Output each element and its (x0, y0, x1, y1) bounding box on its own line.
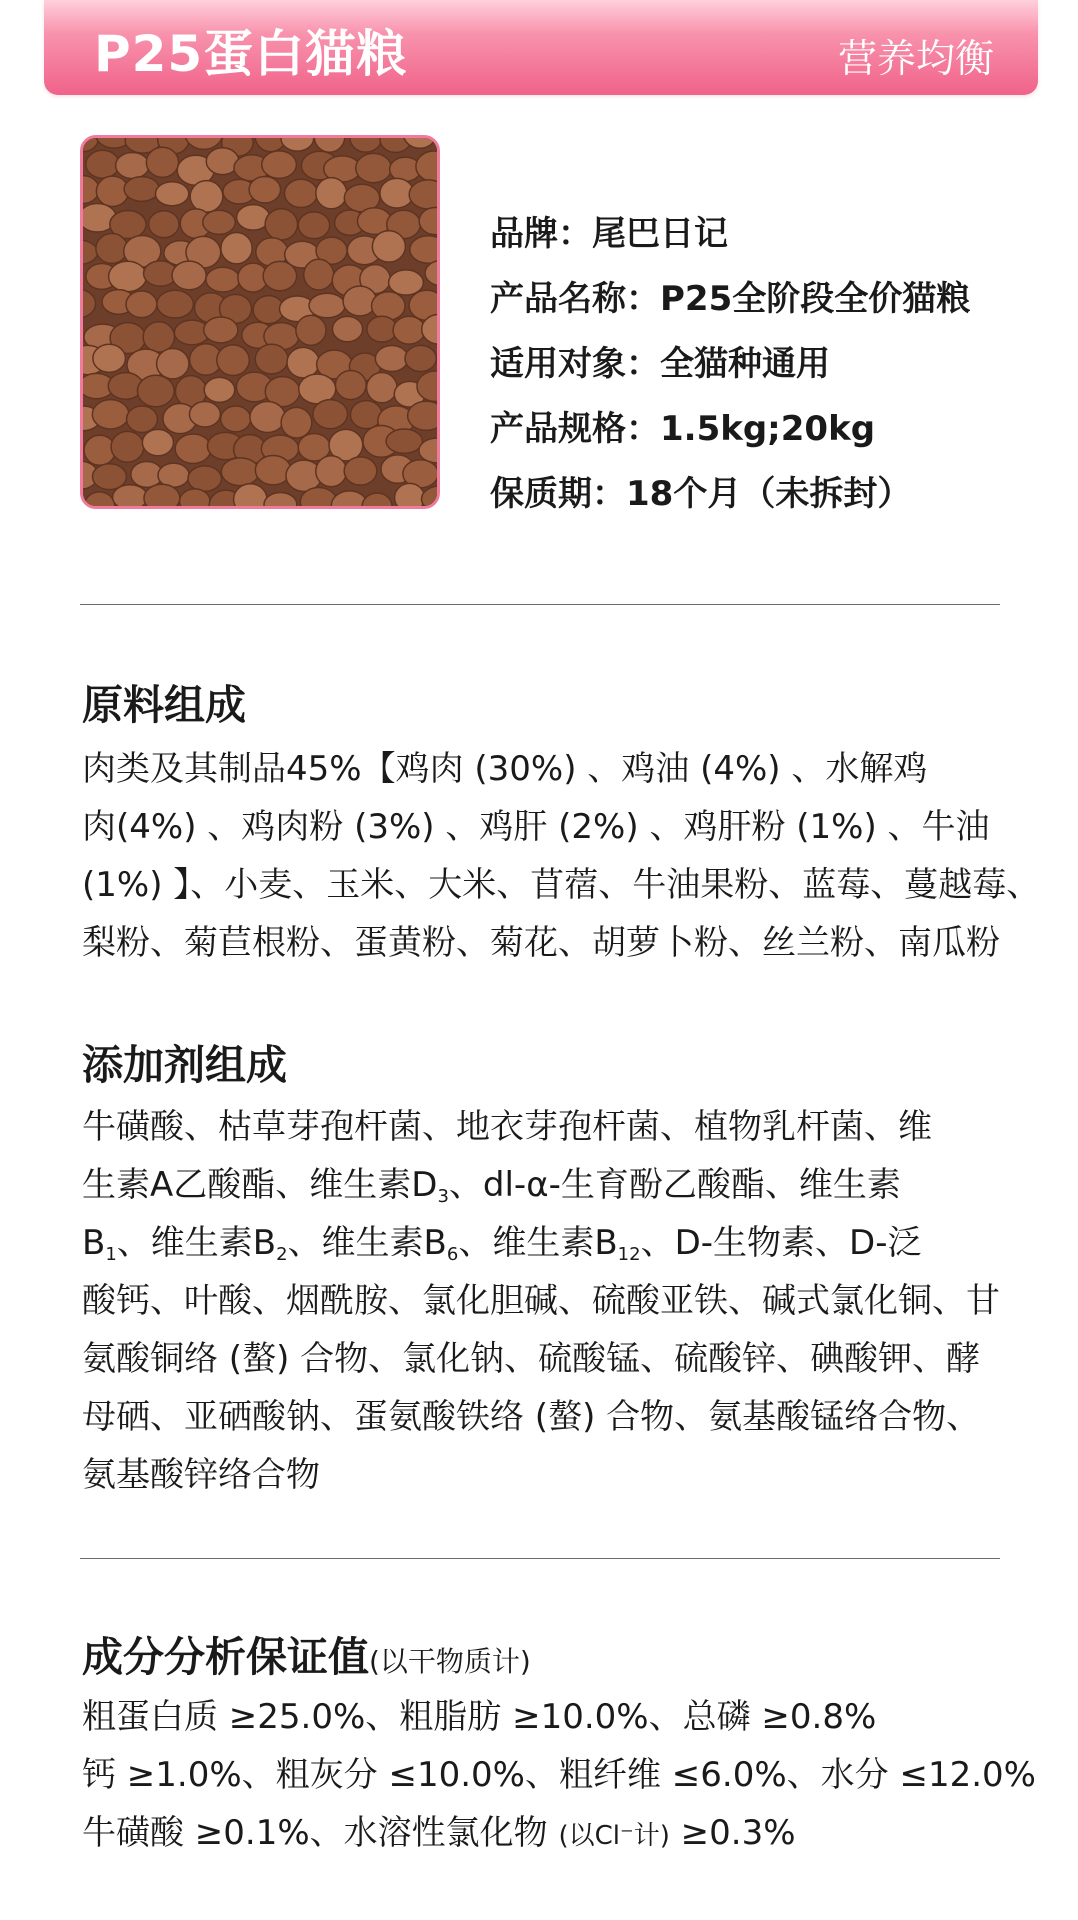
additives-line: 酸钙、叶酸、烟酰胺、氯化胆碱、硫酸亚铁、碱式氯化铜、甘 (82, 1281, 1000, 1321)
additives-line: 母硒、亚硒酸钠、蛋氨酸铁络 (螯) 合物、氨基酸锰络合物、 (82, 1397, 981, 1437)
additives-text (82, 1098, 1022, 1504)
additives-line: $B_1$、维生素$B_2$、维生素$B_6$、维生素$B_{12}$、D-生物素、D-泛 (82, 1223, 922, 1265)
analysis-line: 粗蛋白质 ≥25.0%、粗脂肪 ≥10.0%、总磷 ≥0.8% (82, 1697, 877, 1737)
spec-size: 产品规格：1.5kg;20kg (490, 409, 876, 449)
ingredients-line: 梨粉、菊苣根粉、蛋黄粉、菊花、胡萝卜粉、丝兰粉、南瓜粉 (82, 923, 1000, 963)
page-title: P25蛋白猫粮 (94, 25, 408, 83)
analysis-line: 钙 ≥1.0%、粗灰分 ≤10.0%、粗纤维 ≤6.0%、水分 ≤12.0% (82, 1755, 1036, 1795)
product-specs (490, 202, 970, 527)
divider-top (80, 604, 1000, 605)
spec-shelf-life: 保质期：18个月（未拆封） (490, 474, 912, 514)
analysis-text (82, 1688, 1036, 1862)
analysis-line: 牛磺酸 ≥0.1%、水溶性氯化物 (以Cl⁻计) ≥0.3% (82, 1813, 796, 1853)
banner-tagline: 营养均衡 (837, 37, 994, 82)
ingredients-line: 肉类及其制品45%【鸡肉 (30%) 、鸡油 (4%) 、水解鸡 (82, 749, 928, 789)
ingredients-title: 原料组成 (82, 681, 246, 729)
ingredients-line: (1%) 】、小麦、玉米、大米、苜蓿、牛油果粉、蓝莓、蔓越莓、 (82, 865, 1041, 905)
ingredients-line: 肉(4%) 、鸡肉粉 (3%) 、鸡肝 (2%) 、鸡肝粉 (1%) 、牛油 (82, 807, 990, 847)
additives-line: 氨基酸锌络合物 (82, 1455, 320, 1495)
additives-line: 生素A乙酸酯、维生素$D_3$、dl-α-生育酚乙酸酯、维生素 (82, 1165, 901, 1207)
ingredients-text (82, 740, 1041, 972)
additives-line: 氨酸铜络 (螯) 合物、氯化钠、硫酸锰、硫酸锌、碘酸钾、酵 (82, 1339, 981, 1379)
spec-product-name: 产品名称：P25全阶段全价猫粮 (490, 279, 971, 319)
divider-bottom (80, 1558, 1000, 1559)
additives-title: 添加剂组成 (82, 1041, 287, 1089)
additives-line: 牛磺酸、枯草芽孢杆菌、地衣芽孢杆菌、植物乳杆菌、维 (82, 1107, 932, 1147)
spec-brand: 品牌：尾巴日记 (490, 214, 728, 254)
analysis-title: 成分分析保证值(以干物质计) (82, 1633, 531, 1681)
spec-target: 适用对象：全猫种通用 (490, 344, 830, 384)
kibble-photo-icon (83, 138, 437, 506)
analysis-title-note: (以干物质计) (369, 1645, 531, 1678)
product-image (80, 135, 440, 509)
title-banner (44, 0, 1038, 95)
